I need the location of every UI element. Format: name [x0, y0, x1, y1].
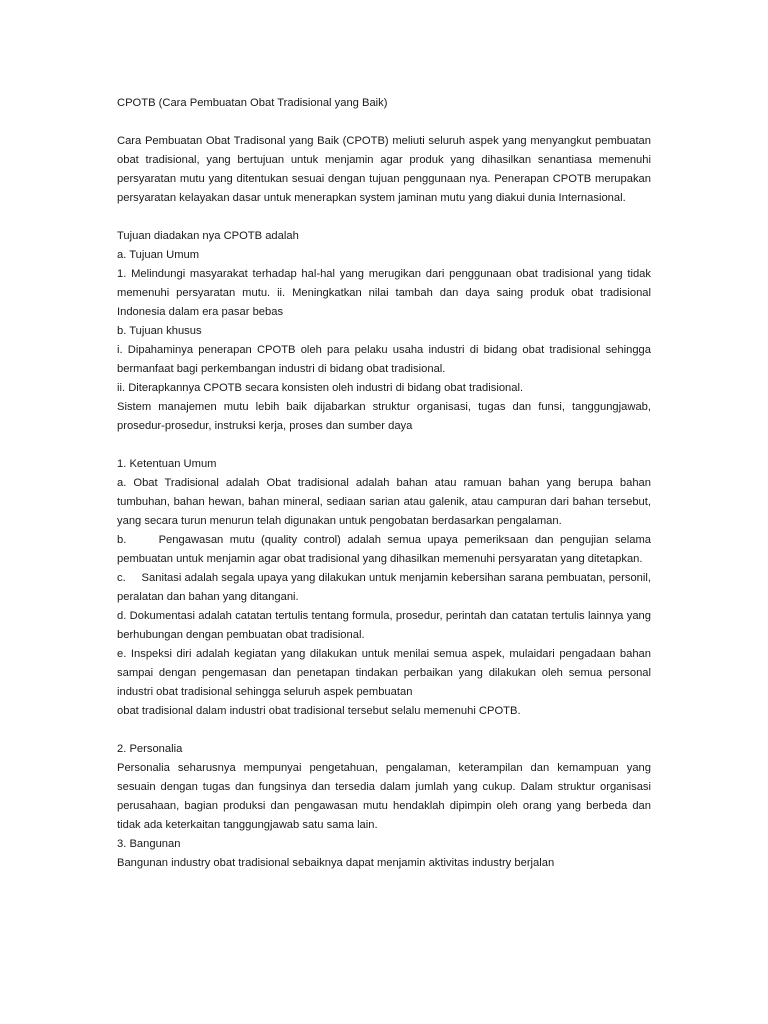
spacer: [117, 436, 651, 455]
tujuan-khusus-item-2: ii. Diterapkannya CPOTB secara konsisten oleh industri di bidang obat tradisional.: [117, 382, 524, 394]
ketentuan-item-d: d. Dokumentasi adalah catatan tertulis tentang formula, prosedur, perintah dan catatan tertulis lainnya yang berhubungan dengan pembuatan obat tradisional.: [117, 610, 651, 641]
tujuan-khusus-item-1: i. Dipahaminya penerapan CPOTB oleh para pelaku usaha industri di bidang obat tradisional sehingga bermanfaat bagi perkembangan industri di bidang obat tradisional.: [117, 344, 651, 375]
intro-paragraph: Cara Pembuatan Obat Tradisonal yang Baik (CPOTB) meliuti seluruh aspek yang menyangkut pembuatan obat tradisional, yang bertujuan untuk menjamin agar produk yang dihasilkan senantiasa memenuhi persyaratan mutu yang ditentukan sesuai dengan tujuan penggunaan nya. Penerapan CPOTB merupakan persyaratan kelayakan dasar untuk menerapkan system jaminan mutu yang diakui dunia Internasional.: [117, 135, 651, 204]
tujuan-umum-heading: a. Tujuan Umum: [117, 249, 200, 261]
bangunan-paragraph: Bangunan industry obat tradisional sebaiknya dapat menjamin aktivitas industry berjalan: [117, 857, 555, 869]
sistem-paragraph: Sistem manajemen mutu lebih baik dijabarkan struktur organisasi, tugas dan funsi, tanggungjawab, prosedur-prosedur, instruksi kerja, proses dan sumber daya: [117, 401, 651, 432]
tujuan-khusus-heading: b. Tujuan khusus: [117, 325, 202, 337]
personalia-paragraph: Personalia seharusnya mempunyai pengetahuan, pengalaman, keterampilan dan kemampuan yang sesuain dengan tugas dan fungsinya dan tersedia dalam jumlah yang cukup. Dalam struktur organisasi perusahaan, bagian produksi dan pengawasan mutu hendaklah dipimpin oleh orang yang berbeda dan tidak ada keterkaitan tanggungjawab satu sama lain.: [117, 762, 651, 831]
ketentuan-item-b: b. Pengawasan mutu (quality control) adalah semua upaya pemeriksaan dan pengujian selama pembuatan untuk menjamin agar obat tradisional yang dihasilkan memenuhi persyaratan yang ditetapkan.: [117, 534, 655, 565]
tujuan-umum-text: 1. Melindungi masyarakat terhadap hal-hal yang merugikan dari penggunaan obat tradisional yang tidak memenuhi persyaratan mutu. ii. Meningkatkan nilai tambah dan daya saing produk obat tradisional Indonesia dalam era pasar bebas: [117, 268, 651, 318]
ketentuan-heading: 1. Ketentuan Umum: [117, 458, 217, 470]
bangunan-heading: 3. Bangunan: [117, 838, 181, 850]
ketentuan-item-a: a. Obat Tradisional adalah Obat tradisional adalah bahan atau ramuan bahan yang berupa bahan tumbuhan, bahan hewan, bahan mineral, sediaan sarian atau galenik, atau campuran dari bahan tersebut, yang secara turun menurun telah digunakan untuk pengobatan berdasarkan pengalaman.: [117, 477, 651, 527]
document-title: CPOTB (Cara Pembuatan Obat Tradisional yang Baik): [117, 97, 388, 109]
ketentuan-item-e: e. Inspeksi diri adalah kegiatan yang dilakukan untuk menilai semua aspek, mulaidari pengadaan bahan sampai dengan pengemasan dan penetapan tindakan perbaikan yang dilakukan oleh semua personal industri obat tradisional sehingga seluruh aspek pembuatan: [117, 648, 651, 698]
ketentuan-item-e-cont: obat tradisional dalam industri obat tradisional tersebut selalu memenuhi CPOTB.: [117, 705, 521, 717]
spacer: [117, 721, 651, 740]
document-page: [117, 94, 655, 873]
spacer: [117, 208, 651, 227]
tujuan-heading: Tujuan diadakan nya CPOTB adalah: [117, 230, 299, 242]
personalia-heading: 2. Personalia: [117, 743, 183, 755]
ketentuan-item-c: c. Sanitasi adalah segala upaya yang dilakukan untuk menjamin kebersihan sarana pembuatan, personil, peralatan dan bahan yang ditangani.: [117, 572, 655, 603]
spacer: [117, 113, 651, 132]
